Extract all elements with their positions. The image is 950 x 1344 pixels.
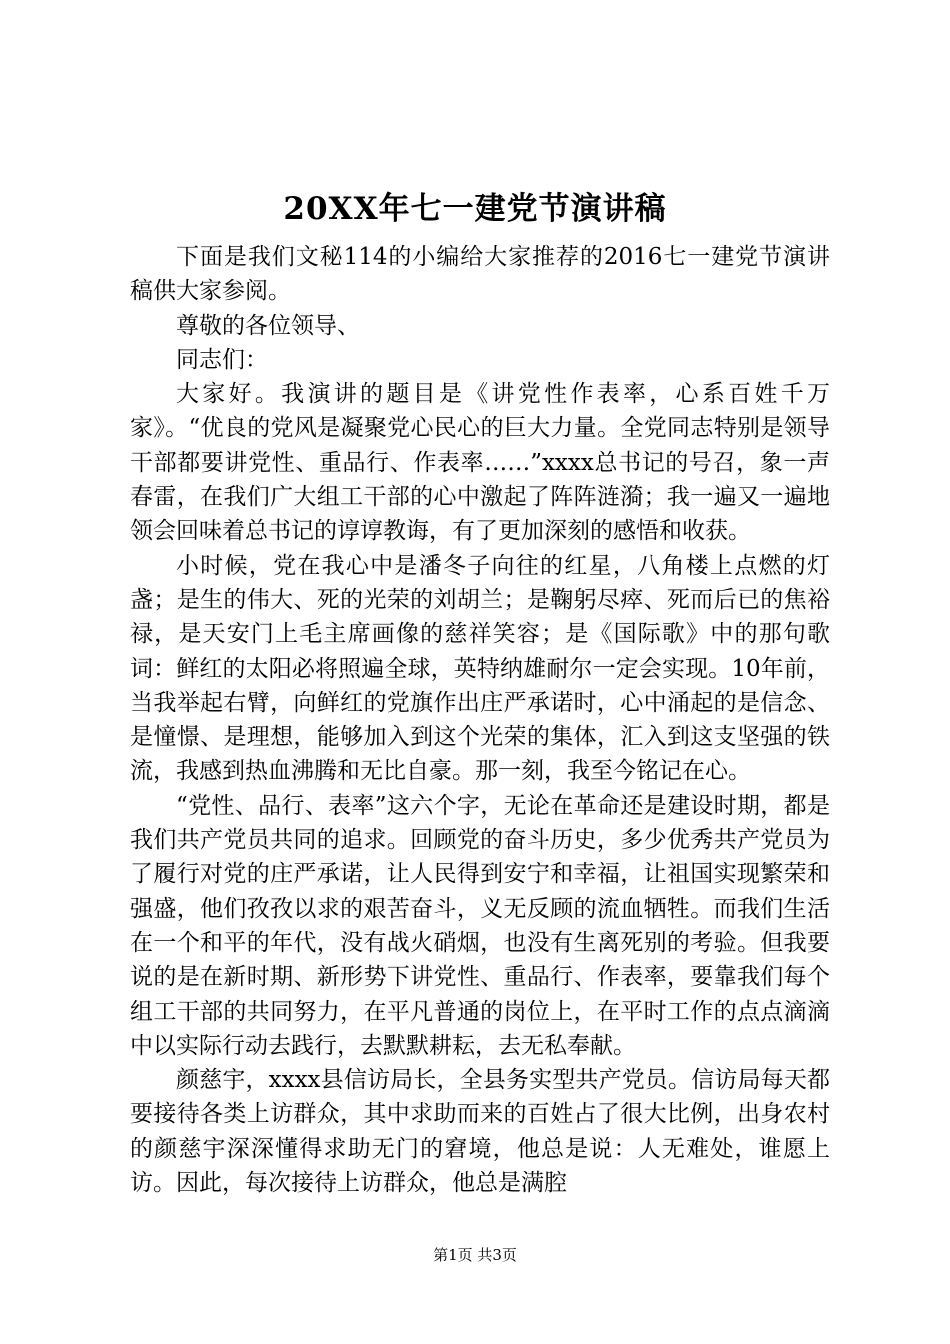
- paragraph-yan-ciyu: 颜慈宇，xxxx县信访局长，全县务实型共产党员。信访局每天都要接待各类上访群众，其中求助而来的百姓占了很大比例，出身农村的颜慈宇深深懂得求助无门的窘境，他总是说：人无难处，谁愿上访。因此，每次接待上访群众，他总是满腔: [130, 1067, 830, 1197]
- document-body: [130, 240, 830, 1200]
- paragraph-childhood-memory: 小时候，党在我心中是潘冬子向往的红星，八角楼上点燃的灯盏；是生的伟大、死的光荣的刘胡兰；是鞠躬尽瘁、死而后已的焦裕禄，是天安门上毛主席画像的慈祥笑容；是《国际歌》中的那句歌词：鲜红的太阳必将照遍全球，英特纳雄耐尔一定会实现。10年前，当我举起右臂，向鲜红的党旗作出庄严承诺时，心中涌起的是信念、是憧憬、是理想，能够加入到这个光荣的集体，汇入到这支坚强的铁流，我感到热血沸腾和无比自豪。那一刻，我至今铭记在心。: [130, 552, 830, 785]
- page-number-footer: 第1页 共3页: [433, 1246, 517, 1264]
- paragraph-intro: 下面是我们文秘114的小编给大家推荐的2016七一建党节演讲稿供大家参阅。: [130, 244, 830, 305]
- document-title: 20XX年七一建党节演讲稿: [283, 191, 667, 227]
- paragraph-party-spirit: “党性、品行、表率”这六个字，无论在革命还是建设时期，都是我们共产党员共同的追求。回顾党的奋斗历史，多少优秀共产党员为了履行对党的庄严承诺，让人民得到安宁和幸福，让祖国实现繁荣和强盛，他们孜孜以求的艰苦奋斗，义无反顾的流血牺牲。而我们生活在一个和平的年代，没有战火硝烟，也没有生离死别的考验。但我要说的是在新时期、新形势下讲党性、重品行、作表率，要靠我们每个组工干部的共同努力，在平凡普通的岗位上，在平时工作的点点滴滴中以实际行动去践行，去默默耕耘，去无私奉献。: [130, 792, 830, 1059]
- paragraph-salutation-comrades: 同志们：: [176, 346, 268, 373]
- paragraph-salutation-leaders: 尊敬的各位领导、: [176, 312, 360, 339]
- paragraph-speech-opening: 大家好。我演讲的题目是《讲党性作表率，心系百姓千万家》。“优良的党风是凝聚党心民心的巨大力量。全党同志特别是领导干部都要讲党性、重品行、作表率……”xxxx总书记的号召，象一声春雷，在我们广大组工干部的心中激起了阵阵涟漪；我一遍又一遍地领会回味着总书记的谆谆教诲，有了更加深刻的感悟和收获。: [130, 381, 830, 545]
